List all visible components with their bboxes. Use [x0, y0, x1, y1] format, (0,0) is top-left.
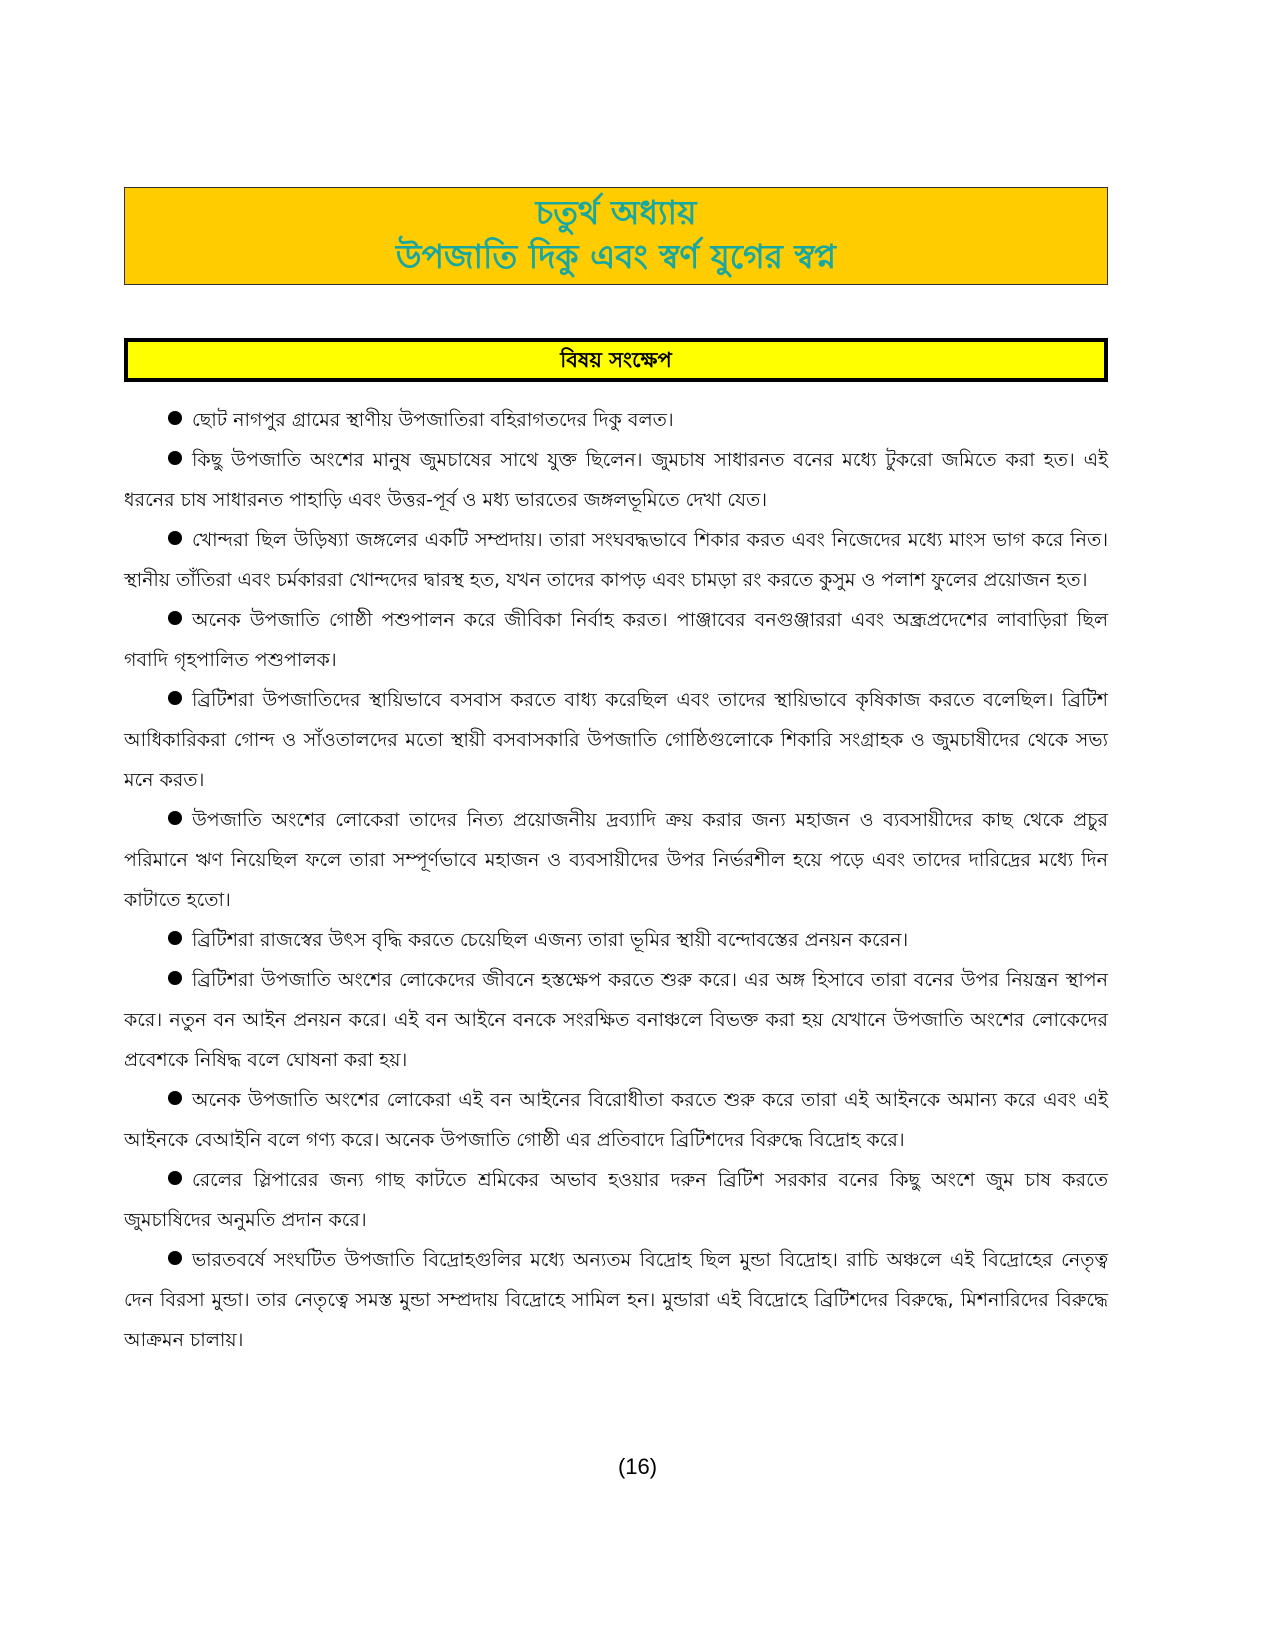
bullet-icon — [168, 451, 182, 465]
list-item — [124, 800, 1108, 920]
list-item — [124, 440, 1108, 520]
list-item-text: অনেক উপজাতি অংশের লোকেরা এই বন আইনের বিরোধীতা করতে শুরু করে তারা এই আইনকে অমান্য করে এবং এই আইনকে বেআইনি বলে গণ্য করে। অনেক উপজাতি গোষ্ঠী এর প্রতিবাদে ব্রিটিশদের বিরুদ্ধে বিদ্রোহ করে। — [124, 1089, 1108, 1151]
list-item — [124, 400, 1108, 440]
list-item — [124, 920, 1108, 960]
bullet-icon — [168, 811, 182, 825]
list-item-text: ব্রিটিশরা উপজাতিদের স্থায়িভাবে বসবাস করতে বাধ্য করেছিল এবং তাদের স্থায়িভাবে কৃষিকাজ করতে বলেছিল। ব্রিটিশ আধিকারিকরা গোন্দ ও সাঁওতালদের মতো স্থায়ী বসবাসকারি উপজাতি গোষ্ঠিগুলোকে শিকারি সংগ্রাহক ও জুমচাষীদের থেকে সভ্য মনে করত। — [124, 689, 1108, 791]
summary-heading-box — [124, 338, 1108, 382]
list-item-text: অনেক উপজাতি গোষ্ঠী পশুপালন করে জীবিকা নির্বাহ করত। পাঞ্জাবের বনগুঞ্জাররা এবং অন্ধ্রপ্রদেশের লাবাড়িরা ছিল গবাদি গৃহপালিত পশুপালক। — [124, 609, 1108, 671]
list-item-text: কিছু উপজাতি অংশের মানুষ জুমচাষের সাথে যুক্ত ছিলেন। জুমচাষ সাধারনত বনের মধ্যে টুকরো জমিতে করা হত। এই ধরনের চাষ সাধারনত পাহাড়ি এবং উত্তর-পূর্ব ও মধ্য ভারতের জঙ্গলভূমিতে দেখা যেত। — [124, 449, 1108, 511]
list-item-text: ভারতবর্ষে সংঘটিত উপজাতি বিদ্রোহগুলির মধ্যে অন্যতম বিদ্রোহ ছিল মুন্ডা বিদ্রোহ। রাচি অঞ্চলে এই বিদ্রোহের নেতৃত্ব দেন বিরসা মুন্ডা। তার নেতৃত্বে সমস্ত মুন্ডা সম্প্রদায় বিদ্রোহে সামিল হন। মুন্ডারা এই বিদ্রোহে ব্রিটিশদের বিরুদ্ধে, মিশনারিদের বিরুদ্ধে আক্রমন চালায়। — [124, 1249, 1108, 1351]
list-item-text: ব্রিটিশরা উপজাতি অংশের লোকেদের জীবনে হস্তক্ষেপ করতে শুরু করে। এর অঙ্গ হিসাবে তারা বনের উপর নিয়ন্ত্রন স্থাপন করে। নতুন বন আইন প্রনয়ন করে। এই বন আইনে বনকে সংরক্ষিত বনাঞ্চলে বিভক্ত করা হয় যেখানে উপজাতি অংশের লোকেদের প্রবেশকে নিষিদ্ধ বলে ঘোষনা করা হয়। — [124, 969, 1108, 1071]
summary-heading: বিষয় সংক্ষেপ — [560, 348, 672, 372]
bullet-icon — [168, 971, 182, 985]
list-item — [124, 680, 1108, 800]
list-item — [124, 520, 1108, 600]
bullet-icon — [168, 931, 182, 945]
list-item-text: রেলের স্লিপারের জন্য গাছ কাটতে শ্রমিকের অভাব হওয়ার দরুন ব্রিটিশ সরকার বনের কিছু অংশে জুম চাষ করতে জুমচাষিদের অনুমতি প্রদান করে। — [124, 1169, 1108, 1231]
bullet-icon — [168, 611, 182, 625]
list-item-text: উপজাতি অংশের লোকেরা তাদের নিত্য প্রয়োজনীয় দ্রব্যাদি ক্রয় করার জন্য মহাজন ও ব্যবসায়ীদের কাছ থেকে প্রচুর পরিমানে ঋণ নিয়েছিল ফলে তারা সম্পূর্ণভাবে মহাজন ও ব্যবসায়ীদের উপর নির্ভরশীল হয়ে পড়ে এবং তাদের দারিদ্রের মধ্যে দিন কাটাতে হতো। — [124, 809, 1108, 911]
list-item — [124, 1080, 1108, 1160]
list-item-text: ছোট নাগপুর গ্রামের স্থাণীয় উপজাতিরা বহিরাগতদের দিকু বলত। — [192, 409, 674, 431]
list-item-text: খোন্দরা ছিল উড়িষ্যা জঙ্গলের একটি সম্প্রদায়। তারা সংঘবদ্ধভাবে শিকার করত এবং নিজেদের মধ্যে মাংস ভাগ করে নিত। স্থানীয় তাঁতিরা এবং চর্মকাররা খোন্দদের দ্বারস্থ হত, যখন তাদের কাপড় এবং চামড়া রং করতে কুসুম ও পলাশ ফুলের প্রয়োজন হত। — [124, 529, 1108, 591]
list-item-text: ব্রিটিশরা রাজস্বের উৎস বৃদ্ধি করতে চেয়েছিল এজন্য তারা ভূমির স্থায়ী বন্দোবস্তের প্রনয়ন করেন। — [192, 929, 909, 951]
chapter-title: উপজাতি দিকু এবং স্বর্ণ যুগের স্বপ্ন — [395, 237, 837, 276]
chapter-title-box — [124, 187, 1108, 285]
bullet-icon — [168, 411, 182, 425]
bullet-icon — [168, 1091, 182, 1105]
chapter-number: চতুর্থ অধ্যায় — [535, 193, 697, 232]
bullet-icon — [168, 691, 182, 705]
list-item — [124, 1160, 1108, 1240]
page-number: (16) — [617, 1454, 658, 1479]
summary-list — [124, 400, 1108, 1360]
bullet-icon — [168, 1171, 182, 1185]
list-item — [124, 600, 1108, 680]
list-item — [124, 1240, 1108, 1360]
bullet-icon — [168, 531, 182, 545]
bullet-icon — [168, 1251, 182, 1265]
list-item — [124, 960, 1108, 1080]
